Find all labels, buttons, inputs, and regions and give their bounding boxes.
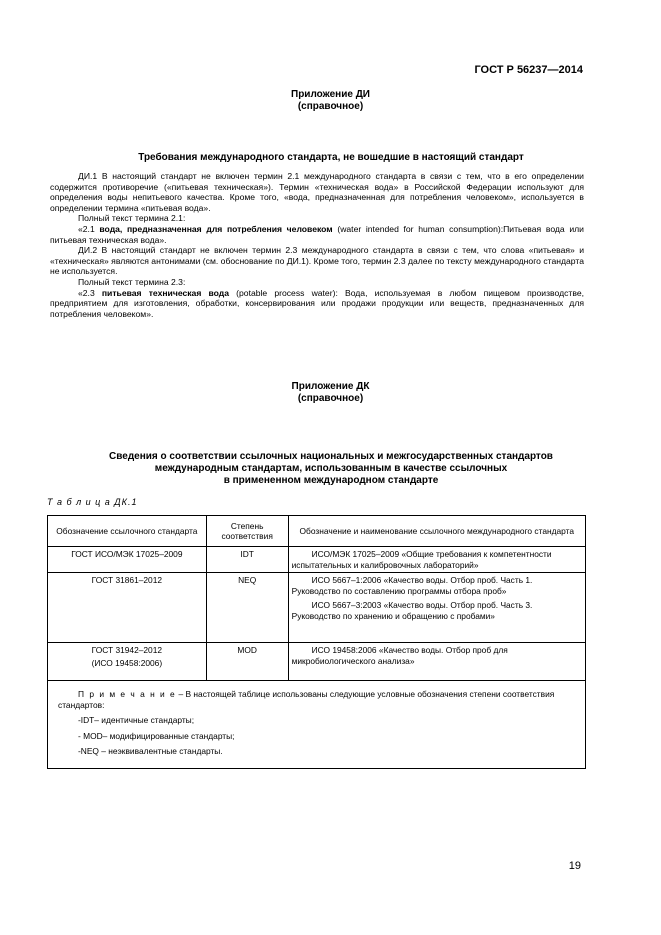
row-designation: ГОСТ 31861–2012 — [48, 573, 207, 643]
column-header-degree: Степень соответствия — [206, 516, 288, 547]
row-degree: MOD — [206, 643, 288, 681]
compliance-table — [47, 515, 586, 769]
appendix-di-heading: Требования международного стандарта, не вошедшие в настоящий стандарт — [138, 152, 524, 163]
appendix-dk-heading-line1: Сведения о соответствии ссылочных национальных и межгосударственных стандартов — [109, 451, 553, 462]
row-degree: IDT — [206, 547, 288, 573]
paragraph-term23-intro: Полный текст термина 2.3: — [78, 276, 186, 287]
table-row — [48, 573, 586, 643]
paragraph-term21 — [50, 224, 584, 245]
column-header-designation: Обозначение ссылочного стандарта — [48, 516, 207, 547]
column-header-international: Обозначение и наименование ссылочного международного стандарта — [288, 516, 585, 547]
designation-main: ГОСТ 31942–2012 — [91, 645, 163, 655]
appendix-dk-subtitle: (справочное) — [297, 393, 364, 404]
appendix-di-body — [50, 171, 584, 319]
table-note-row — [48, 681, 586, 769]
paragraph-di1: ДИ.1 В настоящий стандарт не включен термин 2.1 международного стандарта в связи с тем, что в его определении содержится противоречие («питьевая техническая»). Термин «техническая вода» в Российской Федерации используют для определения воды непитьевого качества. Кроме того, «вода, предназначенная для потребления человеком», используется в определении термина «питьевая вода». — [50, 171, 584, 213]
international-standard-entry: ИСО 5667–1:2006 «Качество воды. Отбор проб. Часть 1. Руководство по составлению программы отбора проб» — [291, 575, 533, 596]
row-designation — [48, 643, 207, 681]
row-international — [288, 573, 585, 643]
table-note — [48, 681, 586, 769]
term23-number: «2.3 — [78, 287, 102, 298]
note-item: -NEQ – неэквивалентные стандарты. — [78, 746, 223, 756]
term21-name: вода, предназначенная для потребления человеком — [99, 223, 333, 234]
international-standard-entry: ИСО/МЭК 17025–2009 «Общие требования к компетентности испытательных и калибровочных лабораторий» — [291, 549, 552, 570]
term23-name: питьевая техническая вода — [101, 287, 230, 298]
row-international — [288, 643, 585, 681]
note-label: П р и м е ч а н и е — [78, 689, 177, 699]
table-row — [48, 547, 586, 573]
row-degree: NEQ — [206, 573, 288, 643]
note-text: – В настоящей таблице использованы следующие условные обозначения степени соответствия стандартов: — [58, 689, 555, 710]
document-code: ГОСТ Р 56237—2014 — [474, 64, 583, 76]
appendix-dk-heading-line3: в примененном международном стандарте — [223, 475, 439, 486]
term23-definition: (potable process water): Вода, используемая в любом пищевом производстве, предприятием для изготовления, обработки, консервирования или продажи продукции или веществ, предназначенных для потребления человеком». — [50, 287, 584, 319]
appendix-dk-title: Приложение ДК — [291, 381, 370, 392]
note-paragraph — [58, 689, 579, 710]
note-item: - MOD– модифицированные стандарты; — [78, 730, 235, 741]
paragraph-term21-intro: Полный текст термина 2.1: — [78, 213, 186, 224]
term21-number: «2.1 — [78, 223, 100, 234]
designation-secondary: (ИСО 19458:2006) — [91, 657, 163, 668]
international-standard-entry: ИСО 5667–3:2003 «Качество воды. Отбор проб. Часть 3. Руководство по хранению и обращению с пробами» — [291, 600, 533, 621]
row-designation: ГОСТ ИСО/МЭК 17025–2009 — [48, 547, 207, 573]
table-caption: Т а б л и ц а ДК.1 — [47, 497, 138, 507]
note-item: -IDT– идентичные стандарты; — [78, 715, 195, 725]
page-number: 19 — [568, 860, 581, 872]
appendix-dk-heading-line2: международным стандартам, использованным в качестве ссылочных — [154, 463, 508, 474]
table-header-row — [48, 516, 586, 547]
appendix-di-title: Приложение ДИ — [291, 89, 370, 100]
table-row — [48, 643, 586, 681]
international-standard-entry: ИСО 19458:2006 «Качество воды. Отбор проб для микробиологического анализа» — [291, 645, 508, 666]
paragraph-di2: ДИ.2 В настоящий стандарт не включен термин 2.3 международного стандарта в связи с тем, что слова «питьевая» и «техническая» являются антонимами (см. обоснование по ДИ.1). Кроме того, термин 2.3 далее по тексту международного стандарта не используется. — [50, 245, 584, 277]
paragraph-term23 — [50, 288, 584, 320]
appendix-di-subtitle: (справочное) — [297, 101, 364, 112]
row-international — [288, 547, 585, 573]
term21-definition: (water intended for human consumption):Питьевая вода или питьевая техническая вода». — [50, 223, 584, 245]
